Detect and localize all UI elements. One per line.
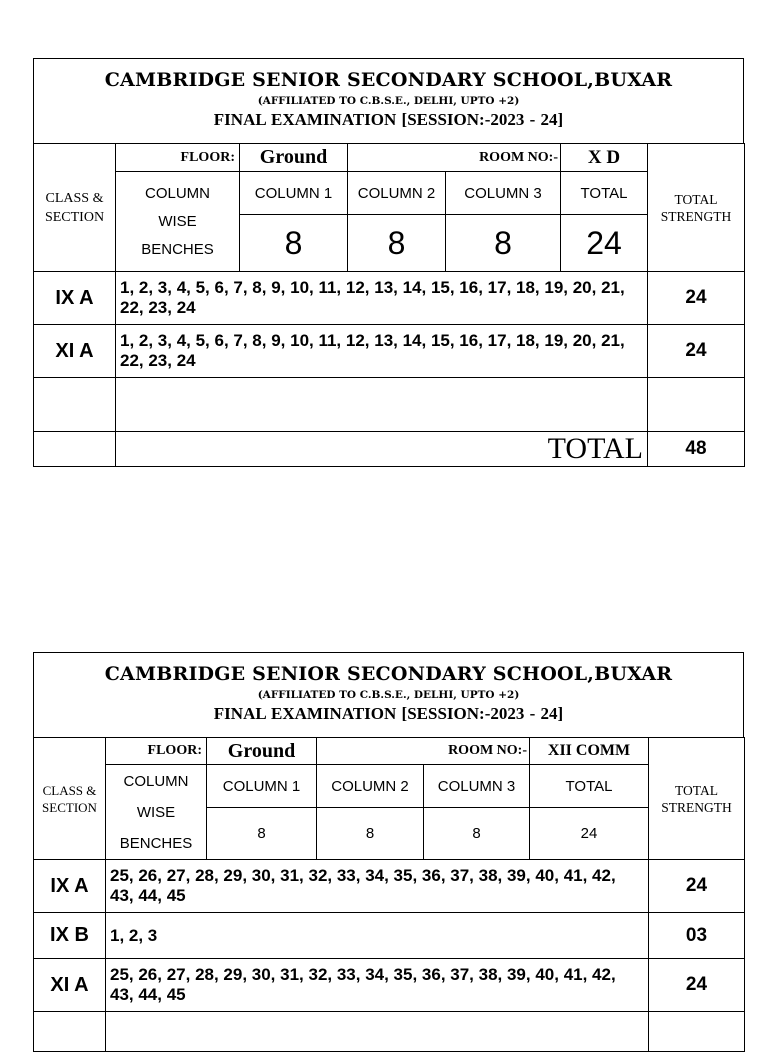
roll-numbers: 25, 26, 27, 28, 29, 30, 31, 32, 33, 34, 35, 36, 37, 38, 39, 40, 41, 42, 43, 44, 45 <box>106 959 649 1012</box>
total-strength-header: TOTAL STRENGTH <box>648 144 745 272</box>
total-column-header: TOTAL <box>530 765 649 808</box>
table-row <box>34 325 745 378</box>
column-1-benches: 8 <box>207 808 317 860</box>
class-section-header: CLASS & SECTION <box>34 144 116 272</box>
sheet-header <box>33 58 744 143</box>
total-strength-header: TOTAL STRENGTH <box>649 738 745 860</box>
room-label: ROOM NO:- <box>348 144 561 172</box>
sheet-header <box>33 652 744 737</box>
class-cell: IX B <box>34 913 106 959</box>
roll-numbers: 25, 26, 27, 28, 29, 30, 31, 32, 33, 34, 35, 36, 37, 38, 39, 40, 41, 42, 43, 44, 45 <box>106 860 649 913</box>
total-label: TOTAL <box>116 432 648 467</box>
seating-sheet-1 <box>33 58 744 467</box>
class-cell: IX A <box>34 272 116 325</box>
affiliation-note: (AFFILIATED TO C.B.S.E., DELHI, UPTO +2) <box>257 95 520 107</box>
total-row <box>34 432 745 467</box>
table-row <box>34 272 745 325</box>
table-row <box>34 959 745 1012</box>
table-row <box>34 1012 745 1052</box>
total-benches: 24 <box>530 808 649 860</box>
seating-table <box>33 143 745 467</box>
class-cell <box>34 378 116 432</box>
strength-cell: 03 <box>649 913 745 959</box>
roll-numbers: 1, 2, 3, 4, 5, 6, 7, 8, 9, 10, 11, 12, 13, 14, 15, 16, 17, 18, 19, 20, 21, 22, 23, 24 <box>116 325 648 378</box>
blank-cell <box>106 1012 649 1052</box>
room-label: ROOM NO:- <box>317 738 530 765</box>
school-name: CAMBRIDGE SENIOR SECONDARY SCHOOL,BUXAR <box>104 663 673 685</box>
table-row <box>34 913 745 959</box>
class-cell: XI A <box>34 325 116 378</box>
blank-cell <box>34 1012 106 1052</box>
column-2-header: COLUMN 2 <box>317 765 424 808</box>
column-2-benches: 8 <box>348 215 446 272</box>
column-2-benches: 8 <box>317 808 424 860</box>
column-3-header: COLUMN 3 <box>424 765 530 808</box>
floor-label: FLOOR: <box>116 144 240 172</box>
seating-sheet-2 <box>33 652 744 1052</box>
strength-cell: 24 <box>648 325 745 378</box>
room-value: XII COMM <box>530 738 649 765</box>
strength-cell <box>648 378 745 432</box>
total-column-header: TOTAL <box>561 172 648 215</box>
column-1-header: COLUMN 1 <box>207 765 317 808</box>
affiliation-note: (AFFILIATED TO C.B.S.E., DELHI, UPTO +2) <box>257 689 520 701</box>
column-2-header: COLUMN 2 <box>348 172 446 215</box>
strength-cell: 24 <box>648 272 745 325</box>
strength-cell: 24 <box>649 860 745 913</box>
column-3-header: COLUMN 3 <box>446 172 561 215</box>
column-wise-benches-label: COLUMN WISE BENCHES <box>116 172 240 272</box>
column-1-benches: 8 <box>240 215 348 272</box>
floor-label: FLOOR: <box>106 738 207 765</box>
total-benches: 24 <box>561 215 648 272</box>
column-wise-benches-label: COLUMN WISE BENCHES <box>106 765 207 860</box>
floor-value: Ground <box>207 738 317 765</box>
floor-value: Ground <box>240 144 348 172</box>
seating-table <box>33 737 745 1052</box>
exam-title: FINAL EXAMINATION [SESSION:-2023 - 24] <box>213 704 564 723</box>
table-row <box>34 378 745 432</box>
total-row-blank <box>34 432 116 467</box>
column-3-benches: 8 <box>446 215 561 272</box>
column-3-benches: 8 <box>424 808 530 860</box>
column-1-header: COLUMN 1 <box>240 172 348 215</box>
exam-title: FINAL EXAMINATION [SESSION:-2023 - 24] <box>213 110 564 129</box>
blank-cell <box>649 1012 745 1052</box>
strength-cell: 24 <box>649 959 745 1012</box>
class-section-header: CLASS & SECTION <box>34 738 106 860</box>
table-row <box>34 860 745 913</box>
school-name: CAMBRIDGE SENIOR SECONDARY SCHOOL,BUXAR <box>104 69 673 91</box>
room-value: X D <box>561 144 648 172</box>
total-strength-value: 48 <box>648 432 745 467</box>
roll-numbers <box>116 378 648 432</box>
class-cell: IX A <box>34 860 106 913</box>
class-cell: XI A <box>34 959 106 1012</box>
roll-numbers: 1, 2, 3 <box>106 913 649 959</box>
roll-numbers: 1, 2, 3, 4, 5, 6, 7, 8, 9, 10, 11, 12, 13, 14, 15, 16, 17, 18, 19, 20, 21, 22, 23, 24 <box>116 272 648 325</box>
